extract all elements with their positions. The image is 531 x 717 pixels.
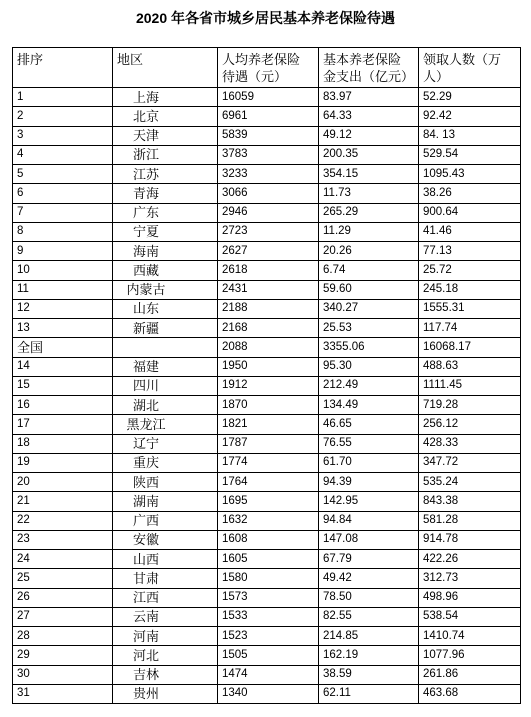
rank-cell: 8 (13, 222, 113, 241)
expenditure-cell: 38.59 (319, 665, 419, 684)
table-row (13, 88, 521, 107)
recipients-cell: 498.96 (419, 588, 521, 607)
header-label-line: 待遇（元） (222, 69, 288, 84)
region-cell: 山西 (113, 550, 218, 569)
expenditure-cell: 94.39 (319, 473, 419, 492)
table-row (13, 203, 521, 222)
rank-cell: 26 (13, 588, 113, 607)
expenditure-cell: 265.29 (319, 203, 419, 222)
expenditure-cell: 67.79 (319, 550, 419, 569)
rank-cell: 22 (13, 511, 113, 530)
region-cell: 天津 (113, 126, 218, 145)
expenditure-cell: 78.50 (319, 588, 419, 607)
region-cell: 吉林 (113, 665, 218, 684)
expenditure-cell: 59.60 (319, 280, 419, 299)
pension-table (12, 47, 521, 704)
per-capita-benefit-cell: 1580 (218, 569, 319, 588)
rank-cell: 18 (13, 434, 113, 453)
per-capita-benefit-cell: 1523 (218, 627, 319, 646)
per-capita-benefit-cell: 1787 (218, 434, 319, 453)
recipients-cell: 245.18 (419, 280, 521, 299)
expenditure-cell: 62.11 (319, 684, 419, 703)
table-row (13, 550, 521, 569)
expenditure-cell: 95.30 (319, 357, 419, 376)
table-row (13, 492, 521, 511)
expenditure-cell: 76.55 (319, 434, 419, 453)
rank-cell: 7 (13, 203, 113, 222)
table-row (13, 627, 521, 646)
per-capita-benefit-cell: 1505 (218, 646, 319, 665)
recipients-cell: 1111.45 (419, 376, 521, 395)
header-recipients (419, 48, 521, 88)
region-cell: 山东 (113, 299, 218, 318)
table-row (13, 280, 521, 299)
per-capita-benefit-cell: 2723 (218, 222, 319, 241)
per-capita-benefit-cell: 3066 (218, 184, 319, 203)
table-row (13, 588, 521, 607)
region-cell: 贵州 (113, 684, 218, 703)
table-row (13, 396, 521, 415)
recipients-cell: 1077.96 (419, 646, 521, 665)
header-label-line: 金支出（亿元） (323, 69, 415, 84)
table-row (13, 530, 521, 549)
expenditure-cell: 142.95 (319, 492, 419, 511)
table-row (13, 473, 521, 492)
table-row (13, 415, 521, 434)
header-label-line: 领取人数（万 (423, 52, 502, 67)
region-cell: 陕西 (113, 473, 218, 492)
region-cell: 广东 (113, 203, 218, 222)
region-cell: 青海 (113, 184, 218, 203)
region-cell: 安徽 (113, 530, 218, 549)
recipients-cell: 38.26 (419, 184, 521, 203)
table-row (13, 684, 521, 703)
expenditure-cell: 49.42 (319, 569, 419, 588)
recipients-cell: 529.54 (419, 145, 521, 164)
table-row (13, 242, 521, 261)
per-capita-benefit-cell: 3783 (218, 145, 319, 164)
rank-cell: 30 (13, 665, 113, 684)
table-row (13, 222, 521, 241)
rank-cell: 5 (13, 165, 113, 184)
table-row (13, 165, 521, 184)
recipients-cell: 312.73 (419, 569, 521, 588)
recipients-cell: 77.13 (419, 242, 521, 261)
rank-cell: 28 (13, 627, 113, 646)
recipients-cell: 1555.31 (419, 299, 521, 318)
recipients-cell: 25.72 (419, 261, 521, 280)
rank-cell: 23 (13, 530, 113, 549)
per-capita-benefit-cell: 2431 (218, 280, 319, 299)
per-capita-benefit-cell: 6961 (218, 107, 319, 126)
region-cell: 福建 (113, 357, 218, 376)
page-title: 2020 年各省市城乡居民基本养老保险待遇 (135, 10, 396, 26)
recipients-cell: 92.42 (419, 107, 521, 126)
expenditure-cell: 83.97 (319, 88, 419, 107)
per-capita-benefit-cell: 2168 (218, 319, 319, 338)
expenditure-cell: 354.15 (319, 165, 419, 184)
expenditure-cell: 94.84 (319, 511, 419, 530)
recipients-cell: 428.33 (419, 434, 521, 453)
region-cell: 宁夏 (113, 222, 218, 241)
rank-cell: 14 (13, 357, 113, 376)
per-capita-benefit-cell: 1533 (218, 607, 319, 626)
rank-cell: 16 (13, 396, 113, 415)
rank-cell: 19 (13, 453, 113, 472)
recipients-cell: 488.63 (419, 357, 521, 376)
header-label-line: 排序 (17, 52, 44, 67)
recipients-cell: 900.64 (419, 203, 521, 222)
table-row (13, 511, 521, 530)
expenditure-cell: 61.70 (319, 453, 419, 472)
expenditure-cell: 20.26 (319, 242, 419, 261)
per-capita-benefit-cell: 2088 (218, 338, 319, 357)
region-cell: 甘肃 (113, 569, 218, 588)
per-capita-benefit-cell: 2627 (218, 242, 319, 261)
rank-cell: 24 (13, 550, 113, 569)
recipients-cell: 41.46 (419, 222, 521, 241)
per-capita-benefit-cell: 1764 (218, 473, 319, 492)
recipients-cell: 914.78 (419, 530, 521, 549)
header-per-capita-benefit (218, 48, 319, 88)
per-capita-benefit-cell: 3233 (218, 165, 319, 184)
per-capita-benefit-cell: 1340 (218, 684, 319, 703)
rank-cell: 27 (13, 607, 113, 626)
header-region (113, 48, 218, 88)
per-capita-benefit-cell: 16059 (218, 88, 319, 107)
region-cell: 海南 (113, 242, 218, 261)
table-row (13, 299, 521, 318)
region-cell: 四川 (113, 376, 218, 395)
region-cell: 内蒙古 (113, 280, 218, 299)
region-cell: 江西 (113, 588, 218, 607)
table-row (13, 569, 521, 588)
recipients-cell: 422.26 (419, 550, 521, 569)
region-cell: 重庆 (113, 453, 218, 472)
expenditure-cell: 200.35 (319, 145, 419, 164)
per-capita-benefit-cell: 1605 (218, 550, 319, 569)
header-label-line: 地区 (117, 52, 144, 67)
table-body (13, 88, 521, 704)
table-row (13, 607, 521, 626)
recipients-cell: 52.29 (419, 88, 521, 107)
recipients-cell: 256.12 (419, 415, 521, 434)
region-cell: 新疆 (113, 319, 218, 338)
rank-cell: 10 (13, 261, 113, 280)
region-cell: 江苏 (113, 165, 218, 184)
table-row (13, 126, 521, 145)
per-capita-benefit-cell: 2618 (218, 261, 319, 280)
recipients-cell: 16068.17 (419, 338, 521, 357)
per-capita-benefit-cell: 2946 (218, 203, 319, 222)
rank-cell: 21 (13, 492, 113, 511)
table-row (13, 434, 521, 453)
table-row (13, 646, 521, 665)
region-cell: 河北 (113, 646, 218, 665)
expenditure-cell: 46.65 (319, 415, 419, 434)
per-capita-benefit-cell: 1950 (218, 357, 319, 376)
per-capita-benefit-cell: 5839 (218, 126, 319, 145)
per-capita-benefit-cell: 1695 (218, 492, 319, 511)
rank-cell: 12 (13, 299, 113, 318)
table-row (13, 376, 521, 395)
expenditure-cell: 162.19 (319, 646, 419, 665)
rank-cell: 13 (13, 319, 113, 338)
expenditure-cell: 212.49 (319, 376, 419, 395)
per-capita-benefit-cell: 1870 (218, 396, 319, 415)
header-row (13, 48, 521, 88)
region-cell: 湖北 (113, 396, 218, 415)
expenditure-cell: 82.55 (319, 607, 419, 626)
per-capita-benefit-cell: 1632 (218, 511, 319, 530)
rank-cell: 15 (13, 376, 113, 395)
table-row (13, 145, 521, 164)
rank-cell: 全国 (13, 338, 113, 357)
region-cell: 浙江 (113, 145, 218, 164)
per-capita-benefit-cell: 1608 (218, 530, 319, 549)
per-capita-benefit-cell: 1912 (218, 376, 319, 395)
region-cell: 北京 (113, 107, 218, 126)
recipients-cell: 581.28 (419, 511, 521, 530)
region-cell: 广西 (113, 511, 218, 530)
expenditure-cell: 134.49 (319, 396, 419, 415)
recipients-cell: 1410.74 (419, 627, 521, 646)
rank-cell: 1 (13, 88, 113, 107)
rank-cell: 31 (13, 684, 113, 703)
recipients-cell: 117.74 (419, 319, 521, 338)
expenditure-cell: 11.73 (319, 184, 419, 203)
expenditure-cell: 6.74 (319, 261, 419, 280)
table-row (13, 357, 521, 376)
table-row (13, 665, 521, 684)
recipients-cell: 535.24 (419, 473, 521, 492)
per-capita-benefit-cell: 2188 (218, 299, 319, 318)
rank-cell: 29 (13, 646, 113, 665)
expenditure-cell: 64.33 (319, 107, 419, 126)
region-cell: 上海 (113, 88, 218, 107)
rank-cell: 20 (13, 473, 113, 492)
header-label-line: 人） (423, 69, 450, 84)
region-cell: 黑龙江 (113, 415, 218, 434)
expenditure-cell: 340.27 (319, 299, 419, 318)
per-capita-benefit-cell: 1474 (218, 665, 319, 684)
region-cell (113, 338, 218, 357)
per-capita-benefit-cell: 1573 (218, 588, 319, 607)
recipients-cell: 719.28 (419, 396, 521, 415)
recipients-cell: 538.54 (419, 607, 521, 626)
header-expenditure (319, 48, 419, 88)
rank-cell: 11 (13, 280, 113, 299)
rank-cell: 6 (13, 184, 113, 203)
region-cell: 辽宁 (113, 434, 218, 453)
region-cell: 西藏 (113, 261, 218, 280)
recipients-cell: 463.68 (419, 684, 521, 703)
header-rank (13, 48, 113, 88)
recipients-cell: 843.38 (419, 492, 521, 511)
header-label-line: 基本养老保险 (323, 52, 402, 67)
table-row (13, 107, 521, 126)
table-row (13, 261, 521, 280)
rank-cell: 9 (13, 242, 113, 261)
recipients-cell: 347.72 (419, 453, 521, 472)
rank-cell: 2 (13, 107, 113, 126)
expenditure-cell: 11.29 (319, 222, 419, 241)
expenditure-cell: 49.12 (319, 126, 419, 145)
table-row (13, 453, 521, 472)
expenditure-cell: 147.08 (319, 530, 419, 549)
recipients-cell: 1095.43 (419, 165, 521, 184)
expenditure-cell: 3355.06 (319, 338, 419, 357)
region-cell: 河南 (113, 627, 218, 646)
expenditure-cell: 25.53 (319, 319, 419, 338)
per-capita-benefit-cell: 1774 (218, 453, 319, 472)
region-cell: 湖南 (113, 492, 218, 511)
expenditure-cell: 214.85 (319, 627, 419, 646)
table-row-national (13, 338, 521, 357)
region-cell: 云南 (113, 607, 218, 626)
recipients-cell: 84. 13 (419, 126, 521, 145)
rank-cell: 3 (13, 126, 113, 145)
table-row (13, 184, 521, 203)
rank-cell: 25 (13, 569, 113, 588)
recipients-cell: 261.86 (419, 665, 521, 684)
table-row (13, 319, 521, 338)
rank-cell: 4 (13, 145, 113, 164)
header-label-line: 人均养老保险 (222, 52, 301, 67)
rank-cell: 17 (13, 415, 113, 434)
per-capita-benefit-cell: 1821 (218, 415, 319, 434)
